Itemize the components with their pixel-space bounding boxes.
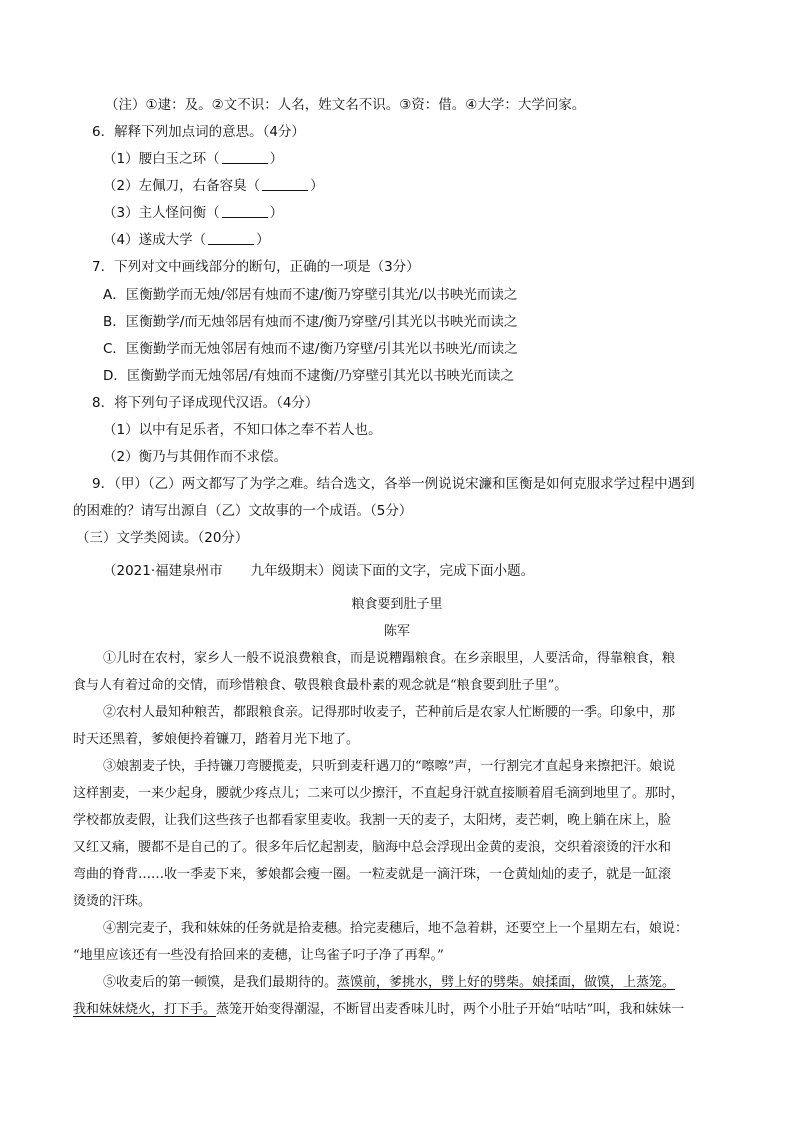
- question-8-item: （1）以中有足乐者，不知口体之奉不若人也。: [103, 422, 382, 438]
- question-8-item: （2）衡乃与其佣作而不求偿。: [103, 449, 288, 465]
- paragraph-line: ④割完麦子，我和妹妹的任务就是拾麦穗。拾完麦穗后，地不急着耕，还要空上一个星期左右，娘说：: [103, 921, 689, 936]
- question-7-option-c: C．匡衡勤学而无烛邻居有烛而不逮/衡乃穿壁/引其光以书映光/而读之: [103, 341, 518, 357]
- section-heading: （三）文学类阅读。（20分）: [76, 530, 249, 546]
- question-6-title: 6．解释下列加点词的意思。（4分）: [92, 124, 305, 140]
- question-7-option-a: A．匡衡勤学而无烛/邻居有烛而不逮/衡乃穿壁引其光/以书映光而读之: [103, 287, 518, 303]
- question-7-title: 7．下列对文中画线部分的断句，正确的一项是（3分）: [92, 259, 420, 275]
- source-note: （2021·福建泉州市 九年级期末）阅读下面的文字，完成下面小题。: [103, 563, 535, 579]
- paragraph-line: 这样割麦，一来少起身，腰就少疼点儿；二来可以少擦汗，不直起身汗就直接顺着眉毛滴到地里了。那时，: [73, 786, 685, 801]
- question-6-item: （2）左佩刀，右备容臭（ ）: [103, 178, 324, 194]
- paragraph-line: 我和妹妹烧火，打下手。蒸笼开始变得潮湿，不断冒出麦香味儿时，两个小肚子开始“咕咕”叫，我和妹妹一: [73, 1002, 685, 1017]
- question-8-title: 8．将下列句子译成现代汉语。（4分）: [92, 395, 319, 411]
- article-title: 粮食要到肚子里: [351, 597, 443, 612]
- paragraph-line: “地里应该还有一些没有拾回来的麦穗，让鸟雀子叼子净了再犁。”: [73, 948, 444, 963]
- paragraph-line: 时天还黑着，爹娘便拎着镰刀，踏着月光下地了。: [73, 732, 360, 747]
- question-9-line: 的困难的？请写出源自（乙）文故事的一个成语。（5分）: [73, 503, 413, 519]
- paragraph-line: 烫烫的汗珠。: [73, 894, 152, 909]
- question-7-option-d: D．匡衡勤学而无烛邻居/有烛而不逮衡/乃穿壁引其光以书映光而读之: [103, 368, 514, 384]
- question-9-line: 9．（甲）（乙）两文都写了为学之难。结合选文，各举一例说说宋濂和匡衡是如何克服求学过程中遇到: [92, 476, 695, 492]
- underlined-sentence: 蒸馍前，爹挑水，劈上好的劈柴。娘揉面，做馍，上蒸笼。: [337, 975, 676, 990]
- question-7-option-b: B．匡衡勤学/而无烛邻居有烛而不逮/衡乃穿壁/引其光以书映光而读之: [103, 314, 518, 330]
- article-author: 陈军: [383, 624, 410, 639]
- question-6-item: （4）遂成大学（ ）: [103, 232, 270, 248]
- paragraph-line: ①儿时在农村，家乡人一般不说浪费粮食，而是说糟蹋粮食。在乡亲眼里，人要活命，得靠粮食，粮: [103, 651, 676, 666]
- underlined-sentence: 我和妹妹烧火，打下手。: [73, 1002, 217, 1017]
- answer-blank[interactable]: [262, 178, 308, 191]
- answer-blank[interactable]: [208, 232, 254, 245]
- paragraph-line: 又红又痛，腰都不是自己的了。很多年后忆起割麦，脑海中总会浮现出金黄的麦浪，交织着滚烫的汗水和: [73, 840, 672, 855]
- paragraph-line: ③娘割麦子快，手持镰刀弯腰揽麦，只听到麦秆遇刀的“嚓嚓”声，一行割完才直起身来擦把汗。娘说: [103, 759, 676, 774]
- paragraph-line: 学校都放麦假，让我们这些孩子也都看家里麦收。我割一天的麦子，太阳烤，麦芒刺，晚上躺在床上，脸: [73, 813, 672, 828]
- answer-blank[interactable]: [222, 205, 268, 218]
- paragraph-line: ②农村人最知种粮苦，都跟粮食亲。记得那时收麦子，芒种前后是农家人忙断腰的一季。印象中，那: [103, 705, 676, 720]
- paragraph-line: 食与人有着过命的交情，而珍惜粮食、敬畏粮食最朴素的观念就是“粮食要到肚子里”。: [73, 678, 568, 693]
- question-6-item: （3）主人怪问衡（ ）: [103, 205, 284, 221]
- paragraph-line: ⑤收麦后的第一顿馍，是我们最期待的。蒸馍前，爹挑水，劈上好的劈柴。娘揉面，做馍，上蒸笼。: [103, 975, 676, 990]
- question-6-item: （1）腰白玉之环（ ）: [103, 151, 284, 167]
- annotation-notes: （注）①逮：及。②文不识：人名，姓文名不识。③资：借。④大学：大学问家。: [105, 97, 586, 113]
- paragraph-line: 弯曲的脊背……收一季麦下来，爹娘都会瘦一圈。一粒麦就是一滴汗珠，一仓黄灿灿的麦子，就是一缸滚: [73, 867, 672, 882]
- answer-blank[interactable]: [222, 151, 268, 164]
